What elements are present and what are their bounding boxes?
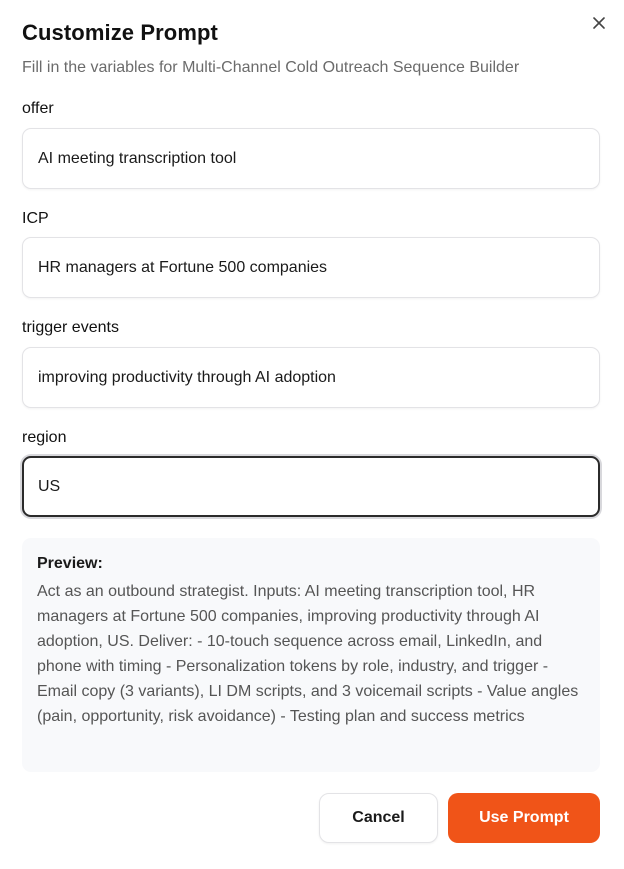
use-prompt-button[interactable]: Use Prompt	[448, 793, 600, 843]
preview-text: Act as an outbound strategist. Inputs: AI meeting transcription tool, HR managers at Fortune 500 companies, improving productivity through AI adoption, US. Deliver: - 10-touch sequence across email, LinkedIn, and phone with timing - Personalization tokens by role, industry, and trigger - Email copy (3 variants), LI DM scripts, and 3 voicemail scripts - Value angles (pain, opportunity, risk avoidance) - Testing plan and success metrics	[37, 583, 579, 725]
preview-label: Preview:	[37, 555, 103, 572]
trigger-events-input[interactable]	[22, 347, 600, 408]
icp-label: ICP	[22, 210, 49, 227]
region-input[interactable]	[22, 456, 600, 517]
region-label: region	[22, 429, 67, 446]
dialog-subtitle: Fill in the variables for Multi-Channel Cold Outreach Sequence Builder	[22, 59, 520, 76]
cancel-button[interactable]: Cancel	[319, 793, 438, 843]
dialog-title: Customize Prompt	[22, 20, 218, 45]
prompt-preview	[22, 538, 600, 772]
offer-input[interactable]	[22, 128, 600, 189]
close-icon[interactable]	[589, 13, 609, 33]
trigger-events-label: trigger events	[22, 319, 119, 336]
offer-label: offer	[22, 100, 54, 117]
icp-input[interactable]	[22, 237, 600, 298]
